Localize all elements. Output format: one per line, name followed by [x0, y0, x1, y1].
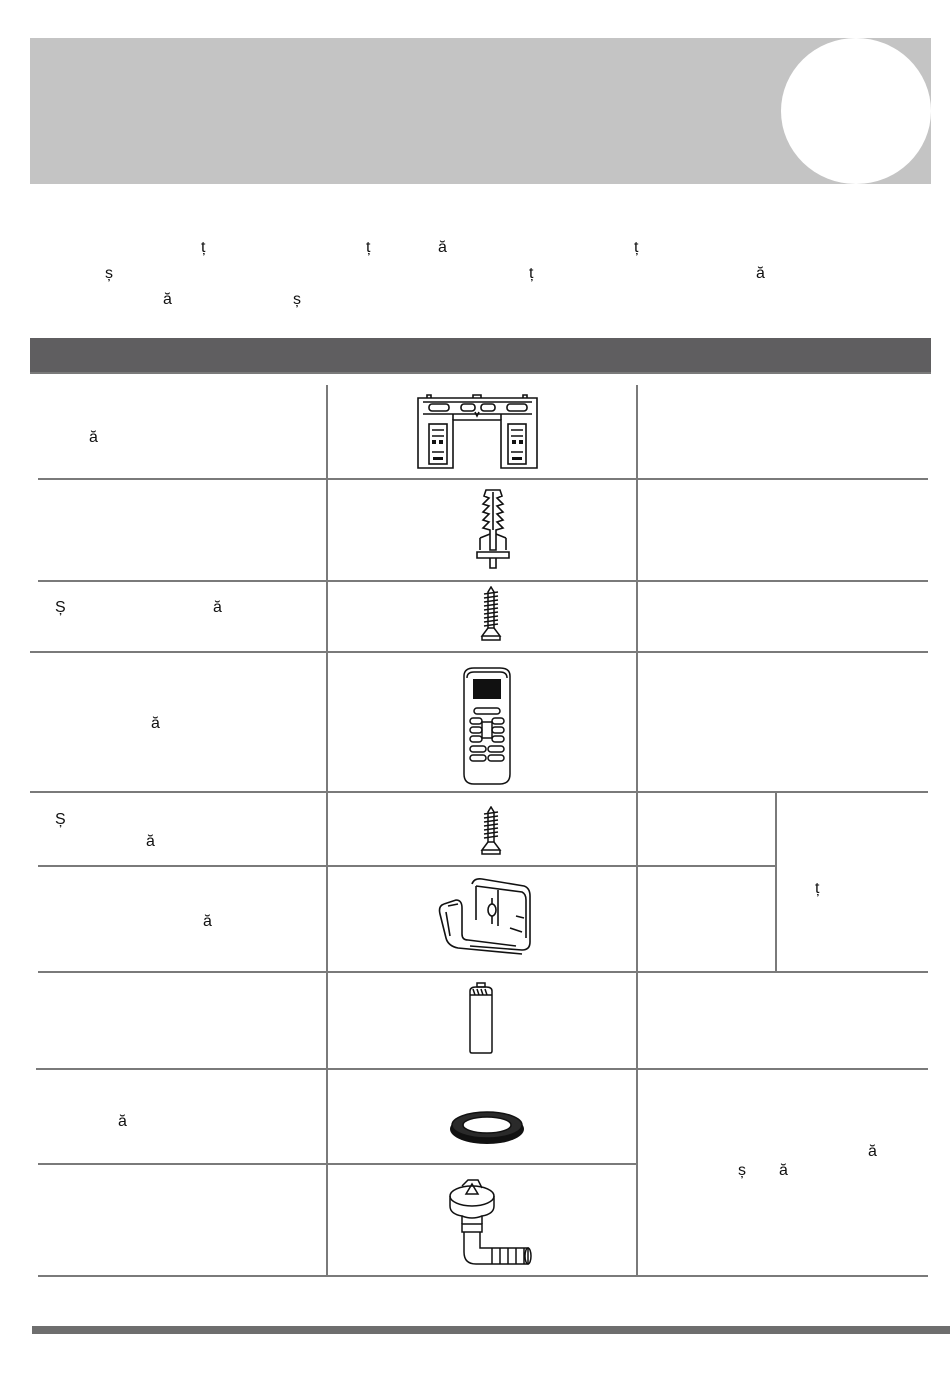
battery-icon: [466, 981, 496, 1055]
intro-char: ț: [201, 239, 206, 256]
table-cell-text: ă: [146, 833, 155, 850]
intro-char: ș: [105, 265, 113, 282]
table-cell-text: ă: [151, 715, 160, 732]
table-cell-text: ă: [213, 599, 222, 616]
table-cell-text: ă: [203, 913, 212, 930]
intro-char: ț: [529, 265, 534, 282]
mounting-plate-icon: [415, 394, 540, 470]
table-cell-text: Ș: [55, 599, 66, 616]
table-cell-text: Ș: [55, 811, 66, 828]
screw-icon: [480, 586, 502, 642]
table-cell-text: ș: [738, 1162, 746, 1179]
intro-char: ș: [293, 291, 301, 308]
remote-holder-icon: [436, 876, 534, 958]
intro-char: ă: [438, 239, 447, 256]
row-divider: [38, 865, 776, 867]
header-circle: [781, 38, 931, 184]
row-divider: [38, 1163, 636, 1165]
table-cell-text: ț: [815, 880, 820, 897]
footer-bar: [32, 1326, 950, 1334]
table-cell-text: ă: [118, 1113, 127, 1130]
section-header-bar: [30, 338, 931, 372]
row-divider: [38, 1275, 928, 1277]
table-cell-text: ă: [89, 429, 98, 446]
column-divider: [775, 792, 777, 972]
drain-joint-icon: [448, 1176, 534, 1270]
intro-char: ă: [163, 291, 172, 308]
row-divider: [36, 1068, 928, 1070]
row-divider: [30, 791, 928, 793]
intro-char: ț: [366, 239, 371, 256]
wall-anchor-icon: [476, 486, 510, 570]
intro-char: ă: [756, 265, 765, 282]
column-divider: [326, 385, 328, 1277]
seal-ring-icon: [448, 1108, 526, 1146]
remote-control-icon: [460, 666, 514, 786]
intro-char: ț: [634, 239, 639, 256]
column-divider: [636, 385, 638, 1277]
row-divider: [38, 971, 928, 973]
row-divider: [30, 651, 928, 653]
row-divider: [30, 372, 931, 374]
table-cell-text: ă: [868, 1143, 877, 1160]
screw-icon: [480, 806, 502, 856]
row-divider: [38, 478, 928, 480]
row-divider: [38, 580, 928, 582]
table-cell-text: ă: [779, 1162, 788, 1179]
